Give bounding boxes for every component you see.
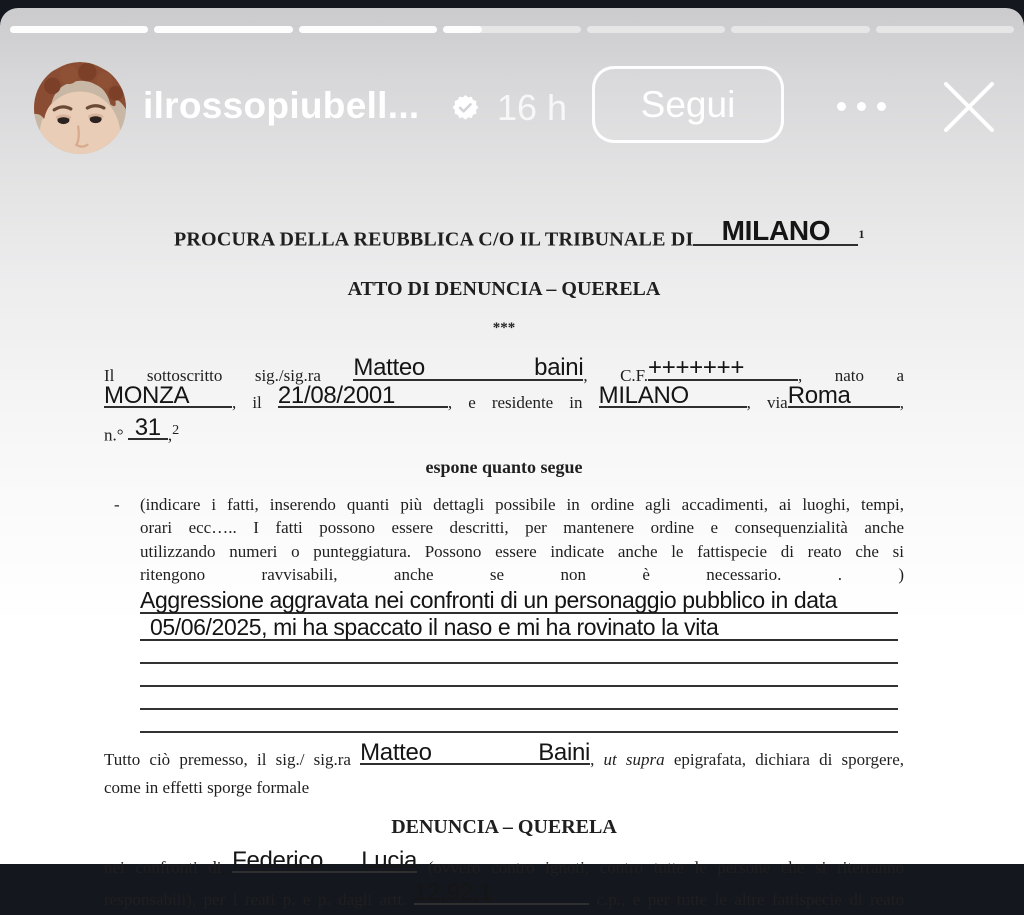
bullet-marker: - (114, 494, 120, 514)
document-subtitle: ATTO DI DENUNCIA – QUERELA (347, 277, 661, 300)
empty-writing-line (140, 641, 898, 664)
footnote-ref-1: 1 (858, 227, 865, 241)
street-fill: Roma (788, 391, 900, 408)
against-line-2: responsabili), per i reati p. e p. dagli artt. 12,92,1 c.p., e per tutte le altre fattispecie di reato (104, 878, 904, 909)
intro-line-3: n.° 31 ,$^2$ (104, 414, 180, 445)
intro-paragraph (104, 354, 904, 449)
instructions-line-4: ritengono ravvisabili, anche se non è necessario. . ) (140, 565, 904, 585)
instructions-line-1: (indicare i fatti, inserendo quanti più dettagli possibile in ordine agli accadimenti, ai luoghi, tempi, (140, 494, 904, 514)
denuncia-heading: DENUNCIA – QUERELA (391, 815, 617, 838)
espone-heading: espone quanto segue (425, 456, 583, 477)
premesso-line-2: come in effetti sporge formale (104, 777, 310, 797)
premesso-line-1: Tutto ciò premesso, il sig./ sig.ra Matteo Baini , ut supra epigrafata, dichiara di sporgere, (104, 738, 905, 769)
handwritten-statement-line-2: 05/06/2025, mi ha spaccato il naso e mi ha rovinato la vita (140, 614, 898, 641)
fiscal-code-fill: +++++++ (648, 364, 798, 381)
handwritten-statement-line-1: Aggressione aggravata nei confronti di un personaggio pubblico in data (140, 587, 898, 614)
instructions-paragraph (104, 493, 904, 587)
latin-phrase: ut supra (603, 749, 665, 769)
story-timestamp: 16 h (497, 87, 568, 128)
username[interactable]: ilrossopiubell... (143, 85, 420, 126)
tribunal-city-fill: MILANO (693, 229, 858, 246)
intro-line-2: MONZA , il 21/08/2001 , e residente in MILANO , via Roma , (104, 381, 904, 413)
name-fill: Matteo baini (353, 354, 584, 382)
residence-fill: MILANO (599, 391, 747, 408)
birthplace-fill: MONZA (104, 391, 232, 408)
empty-writing-lines (104, 641, 904, 733)
instructions-line-2: orari ecc….. I fatti possono essere descritti, per mantenere ordine e consequenzialità anche (140, 518, 904, 538)
against-line-1: nei confronti di Federico Lucia (ovvero contro ignoti, contro tutte le persone che si riterranno (104, 846, 904, 877)
declarant-name-fill: Matteo Baini (360, 738, 591, 766)
birthdate-fill: 21/08/2001 (278, 391, 448, 408)
story-card[interactable] (0, 8, 1024, 909)
footnote-ref-2: 2 (172, 421, 180, 438)
title-text: PROCURA DELLA REUBBLICA C/O IL TRIBUNALE DI (174, 228, 694, 251)
empty-writing-line (140, 664, 898, 687)
intro-line-1: Il sottoscritto sig./sig.ra Matteo baini , C.F. +++++++ , nato a (104, 354, 904, 385)
instructions-line-3: utilizzando numeri o punteggiatura. Possono essere indicate anche le fattispecie di reato che si (140, 541, 904, 561)
empty-writing-line (140, 710, 898, 733)
legal-document (104, 8, 904, 915)
articles-fill: 12,92,1 (414, 888, 589, 905)
document-title (104, 215, 904, 254)
accused-name-fill: Federico Lucia (232, 846, 418, 874)
separator-stars: *** (492, 319, 516, 336)
close-icon[interactable] (938, 76, 1000, 138)
follow-button[interactable]: Segui (592, 66, 784, 143)
empty-writing-line (140, 687, 898, 710)
street-number-fill: 31 (128, 423, 168, 440)
